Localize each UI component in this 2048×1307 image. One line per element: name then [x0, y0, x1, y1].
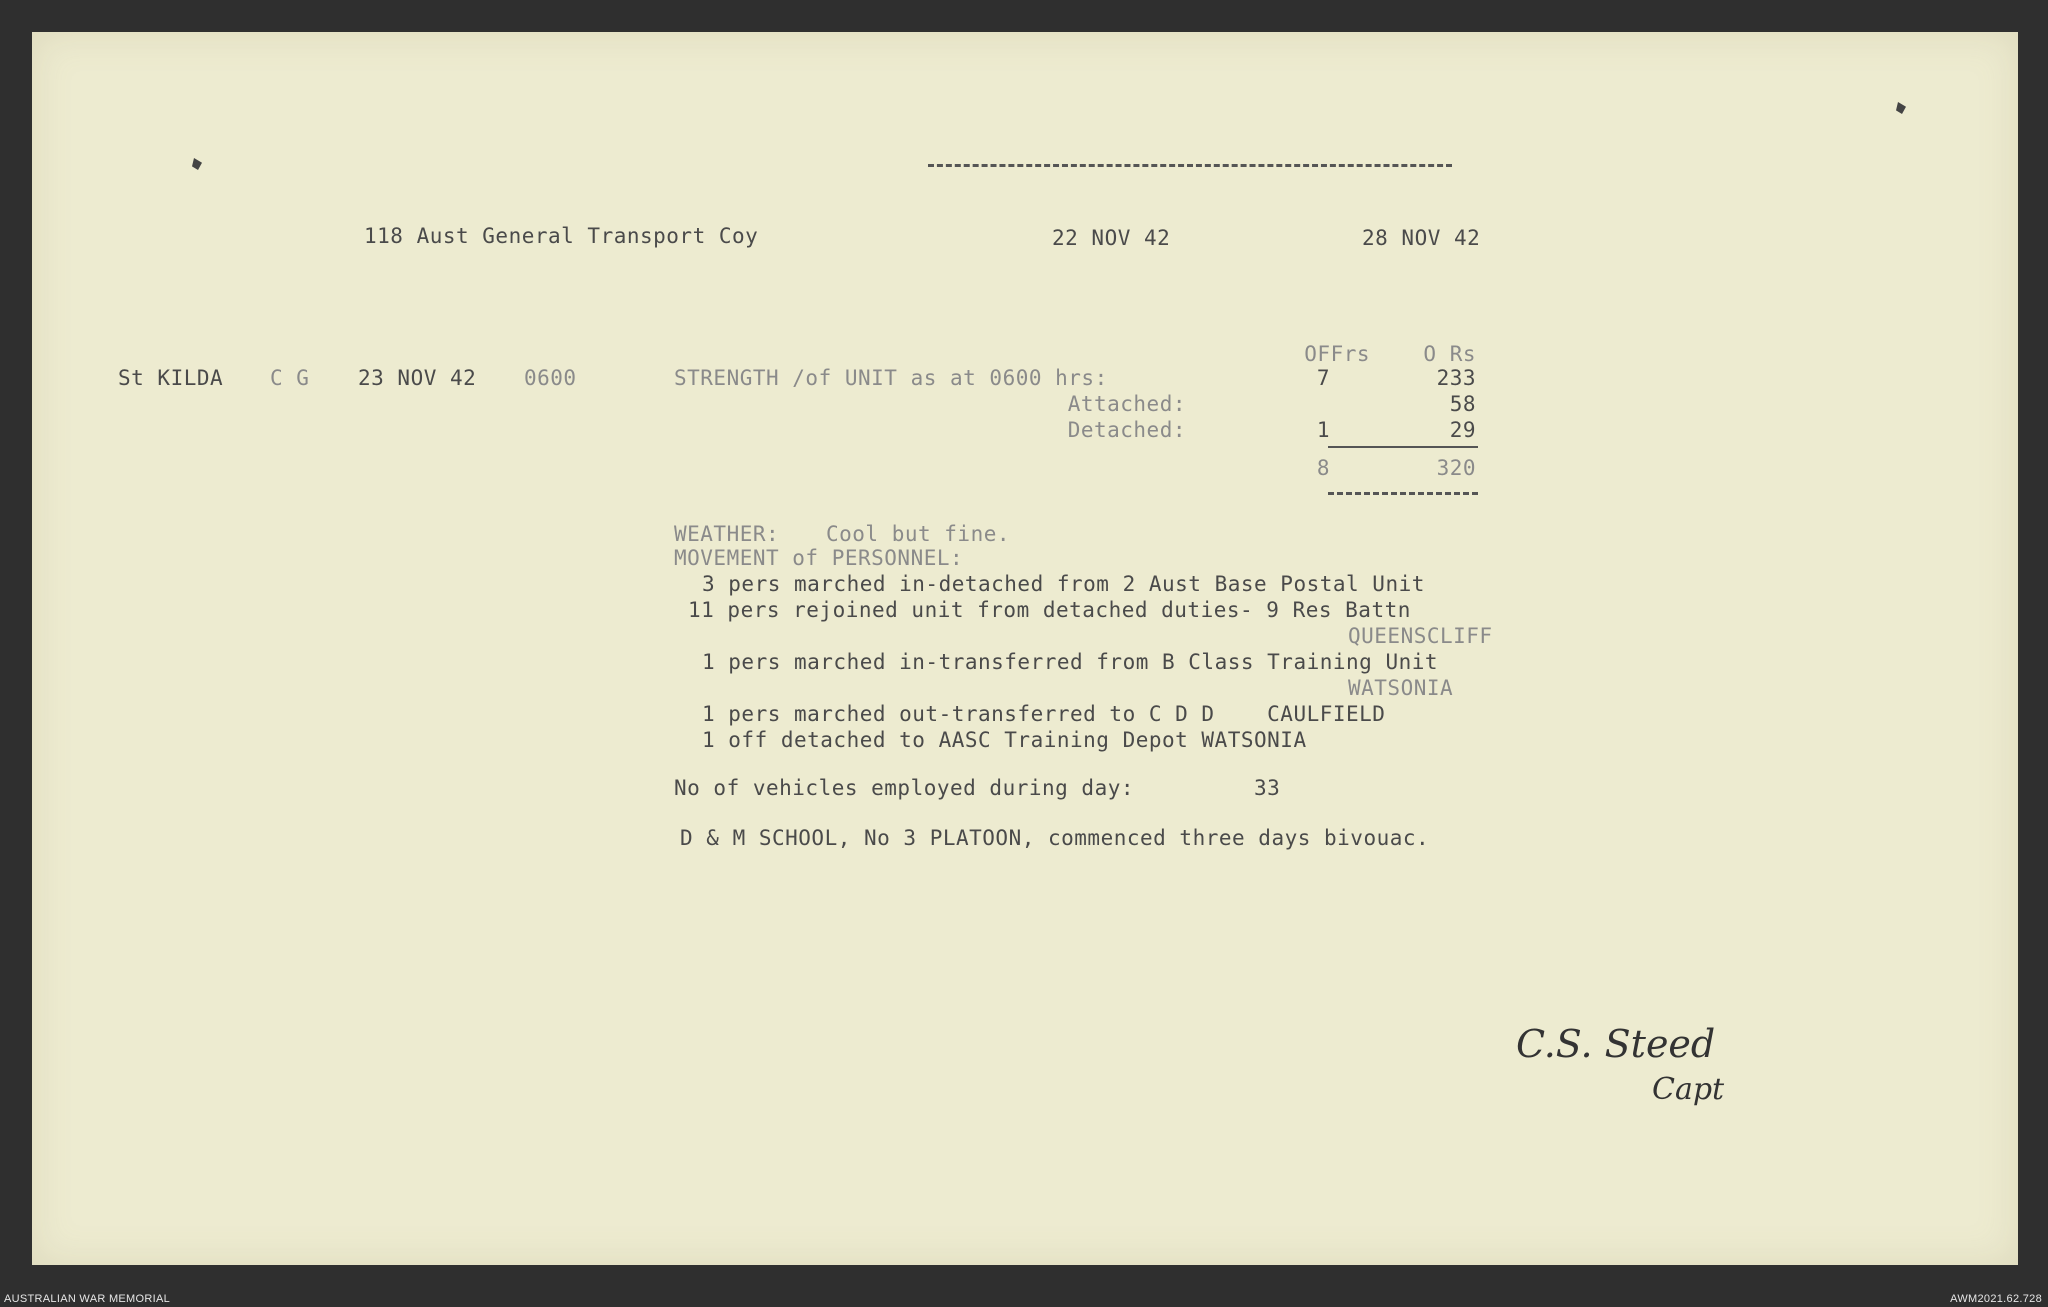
- footer-left: AUSTRALIAN WAR MEMORIAL: [4, 1293, 171, 1305]
- vehicles-value: 33: [1254, 776, 1281, 800]
- movement-label: MOVEMENT of PERSONNEL:: [674, 546, 964, 570]
- signature-name: C.S. Steed: [1516, 1022, 1716, 1066]
- offrs-strength: 7: [1316, 366, 1330, 390]
- strength-label: STRENGTH /of UNIT as at 0600 hrs:: [674, 366, 1108, 390]
- unit-name: 118 Aust General Transport Coy: [364, 224, 759, 248]
- punch-mark-left: [192, 158, 202, 170]
- entry-place: St KILDA: [118, 366, 224, 390]
- header-rule: [928, 164, 1452, 167]
- signature-rank: Capt: [1652, 1072, 1725, 1107]
- offrs-total: 8: [1316, 456, 1330, 480]
- diary-page: [32, 32, 2018, 1265]
- entry-code: C G: [270, 366, 310, 390]
- movement-line-7: 1 off detached to AASC Training Depot WATSONIA: [702, 728, 1307, 752]
- vehicles-label: No of vehicles employed during day:: [674, 776, 1135, 800]
- col-offrs-header: OFFrs: [1304, 342, 1370, 366]
- punch-mark-right: [1896, 102, 1906, 114]
- ors-strength: 233: [1436, 366, 1476, 390]
- movement-line-5: WATSONIA: [1348, 676, 1454, 700]
- date-to: 28 NOV 42: [1362, 226, 1481, 250]
- offrs-detached: 1: [1316, 418, 1330, 442]
- weather-label: WEATHER:: [674, 522, 780, 546]
- total-rule-top: [1328, 446, 1478, 448]
- ors-detached: 29: [1449, 418, 1476, 442]
- footer-right: AWM2021.62.728: [1950, 1293, 2042, 1305]
- ors-attached: 58: [1449, 392, 1476, 416]
- attached-label: Attached:: [1067, 392, 1186, 416]
- date-from: 22 NOV 42: [1052, 226, 1171, 250]
- col-ors-header: O Rs: [1423, 342, 1476, 366]
- movement-line-6: 1 pers marched out-transferred to C D D CAULFIELD: [702, 702, 1386, 726]
- detached-label: Detached:: [1067, 418, 1186, 442]
- movement-line-3: QUEENSCLIFF: [1348, 624, 1493, 648]
- movement-line-4: 1 pers marched in-transferred from B Class Training Unit: [702, 650, 1439, 674]
- total-rule-bottom: [1328, 492, 1478, 495]
- ors-total: 320: [1436, 456, 1476, 480]
- weather-value: Cool but fine.: [826, 522, 1011, 546]
- note-line: D & M SCHOOL, No 3 PLATOON, commenced three days bivouac.: [680, 826, 1430, 850]
- entry-date: 23 NOV 42: [358, 366, 477, 390]
- movement-line-1: 3 pers marched in-detached from 2 Aust Base Postal Unit: [702, 572, 1425, 596]
- movement-line-2: 11 pers rejoined unit from detached duties- 9 Res Battn: [688, 598, 1411, 622]
- entry-time: 0600: [524, 366, 577, 390]
